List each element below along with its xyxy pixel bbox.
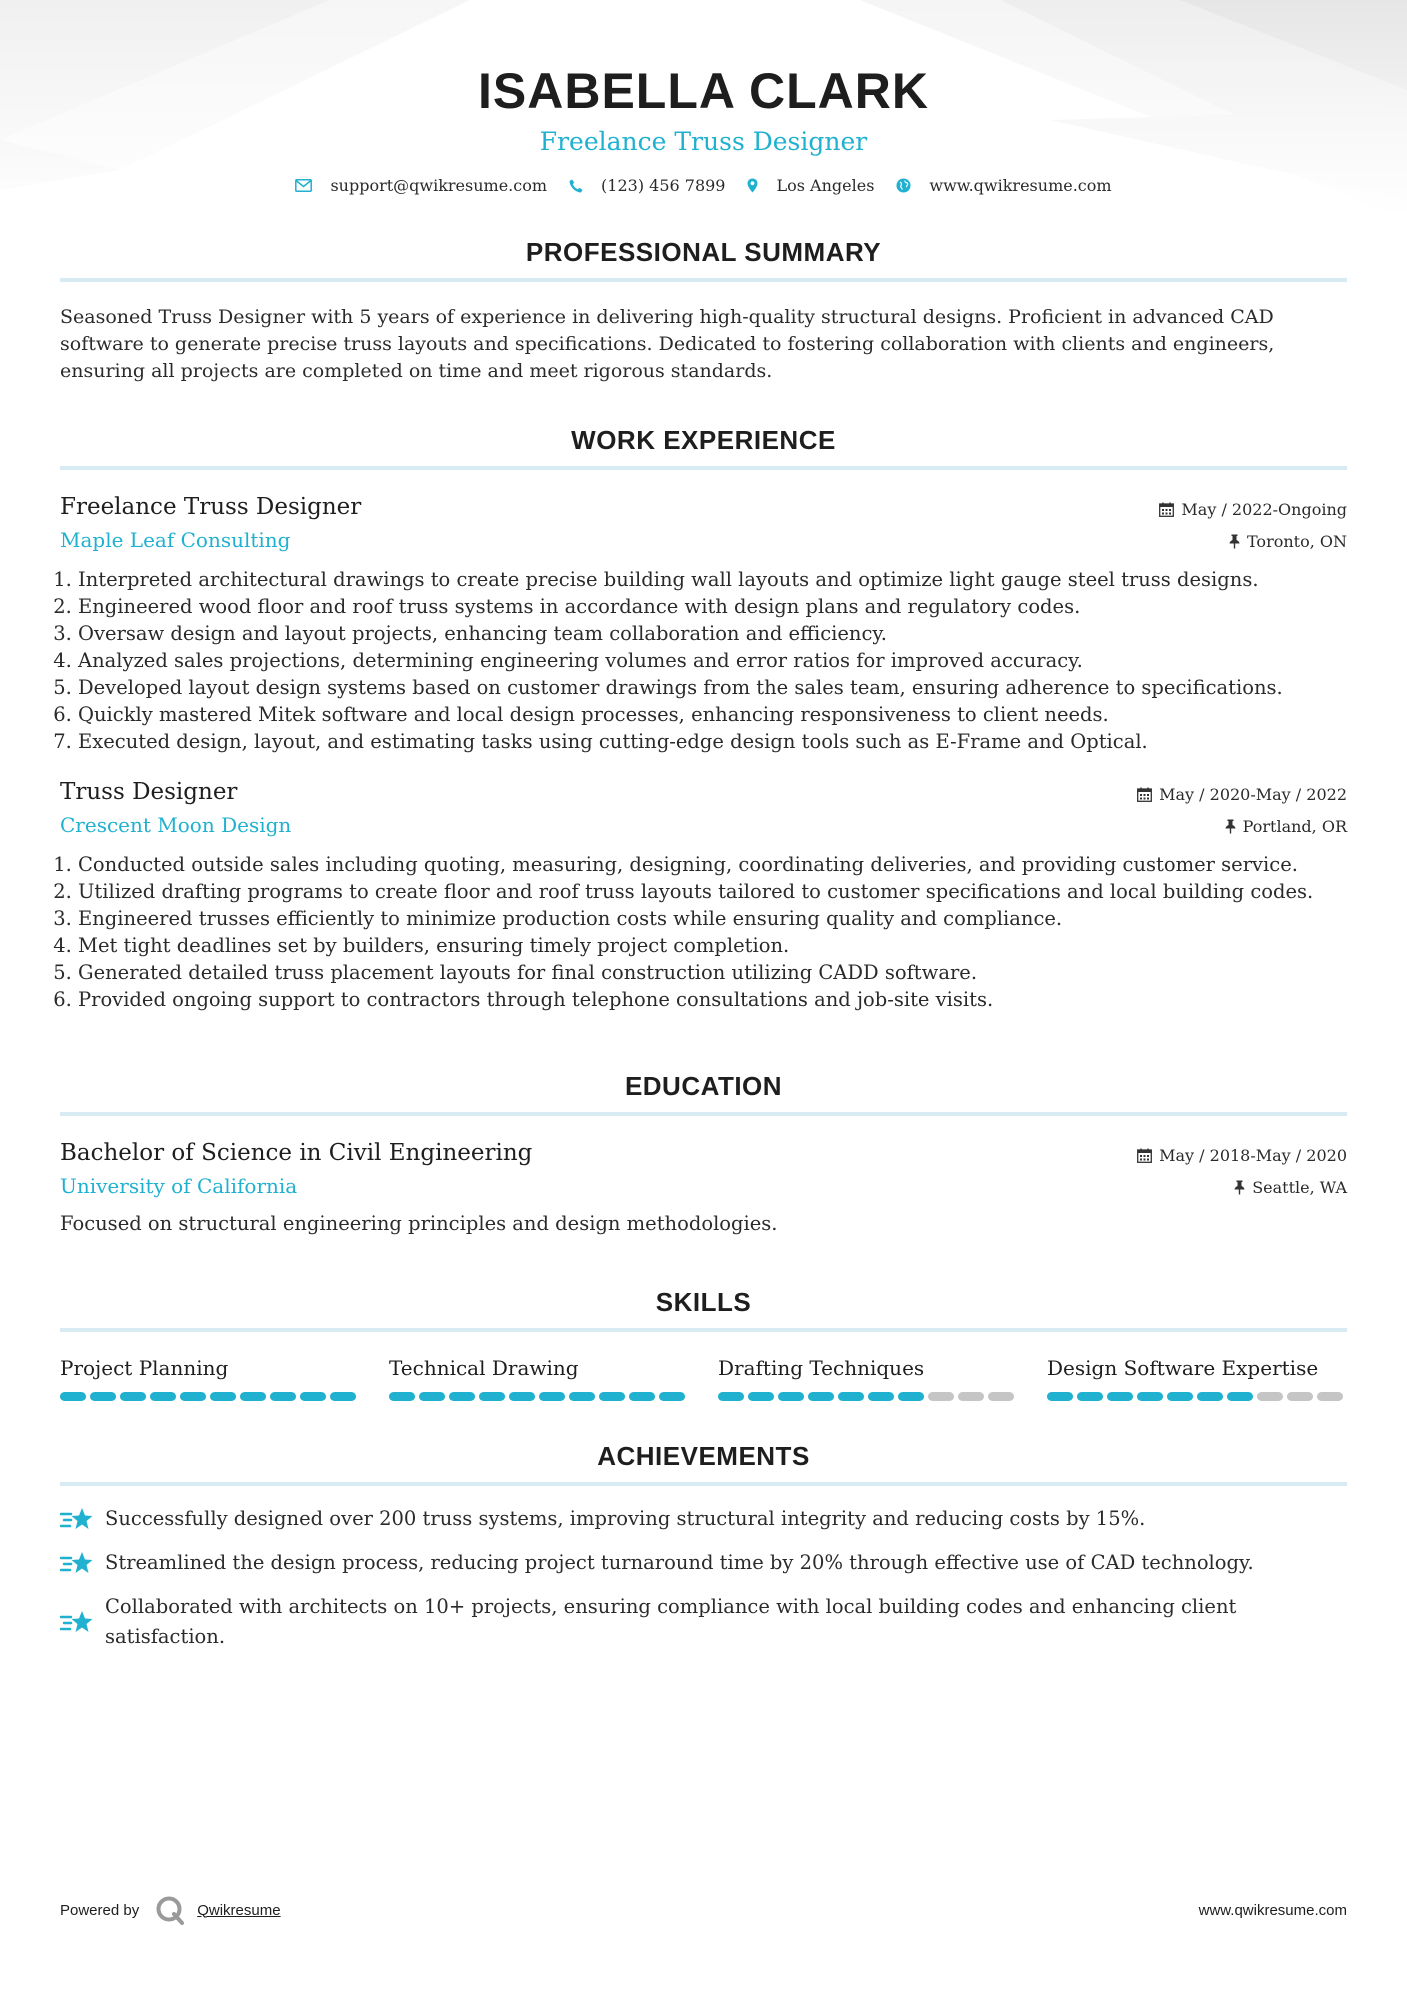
skill-segment-empty <box>988 1392 1014 1401</box>
job-role: Freelance Truss Designer <box>60 494 362 520</box>
duty-item: 5. Generated detailed truss placement layouts for final construction utilizing CADD software. <box>78 959 1347 986</box>
education-section <box>60 1071 1347 1237</box>
achievement-item <box>60 1504 1347 1534</box>
skill-name: Drafting Techniques <box>718 1356 925 1380</box>
skill-name: Design Software Expertise <box>1047 1356 1319 1380</box>
achievement-item <box>60 1548 1347 1578</box>
achievement-text: Collaborated with architects on 10+ projects, ensuring compliance with local building codes and enhancing client satisfaction. <box>105 1595 1237 1648</box>
degree-name: Bachelor of Science in Civil Engineering <box>60 1140 533 1166</box>
skill-segment-filled <box>1137 1392 1163 1401</box>
skill-segment-filled <box>718 1392 744 1401</box>
duty-item: 3. Engineered trusses efficiently to minimize production costs while ensuring quality and compliance. <box>78 905 1347 932</box>
shooting-star-icon <box>60 1550 93 1576</box>
qwikresume-logo-icon <box>155 1895 185 1925</box>
skill-segment-filled <box>509 1392 535 1401</box>
shooting-star-icon <box>60 1506 93 1532</box>
skill-segment-filled <box>599 1392 625 1401</box>
qwikresume-link[interactable]: Qwikresume <box>197 1901 281 1919</box>
skill-segment-filled <box>898 1392 924 1401</box>
duty-item: 3. Oversaw design and layout projects, enhancing team collaboration and efficiency. <box>78 620 1347 647</box>
skill-segment-filled <box>210 1392 236 1401</box>
achievement-item <box>60 1592 1347 1652</box>
skills-section <box>60 1287 1347 1401</box>
shooting-star-icon <box>60 1609 93 1635</box>
school-name: University of California <box>60 1174 298 1198</box>
skill-segment-filled <box>748 1392 774 1401</box>
duty-list <box>60 566 1347 755</box>
resume-header <box>60 0 1347 195</box>
candidate-name: ISABELLA CLARK <box>477 63 929 119</box>
skill-segment-filled <box>419 1392 445 1401</box>
skill-segment-filled <box>1167 1392 1193 1401</box>
skill-segment-filled <box>1077 1392 1103 1401</box>
page-footer <box>60 1895 1347 1925</box>
skill-name: Project Planning <box>60 1356 229 1380</box>
duty-item: 1. Interpreted architectural drawings to create precise building wall layouts and optimize light gauge steel truss designs. <box>78 566 1347 593</box>
skill-segment-filled <box>569 1392 595 1401</box>
skill-segment-filled <box>180 1392 206 1401</box>
experience-heading: WORK EXPERIENCE <box>60 425 1347 470</box>
skill-segment-empty <box>1257 1392 1283 1401</box>
skill-level-bar <box>60 1392 360 1401</box>
skill-segment-filled <box>330 1392 356 1401</box>
job-dates: May / 2020-May / 2022 <box>1159 784 1347 804</box>
skill-segment-filled <box>479 1392 505 1401</box>
duty-item: 5. Developed layout design systems based on customer drawings from the sales team, ensuring adherence to specifications. <box>78 674 1347 701</box>
location-text: Los Angeles <box>776 176 875 195</box>
email-text: support@qwikresume.com <box>330 176 548 195</box>
skill-item <box>60 1354 360 1401</box>
skill-segment-filled <box>1047 1392 1073 1401</box>
achievements-section <box>60 1441 1347 1652</box>
skill-segment-filled <box>1227 1392 1253 1401</box>
skill-segment-filled <box>808 1392 834 1401</box>
website-text: www.qwikresume.com <box>929 176 1112 195</box>
skill-segment-filled <box>300 1392 326 1401</box>
skill-segment-empty <box>958 1392 984 1401</box>
contact-website[interactable] <box>896 176 1111 195</box>
skill-name: Technical Drawing <box>389 1356 579 1380</box>
achievement-text: Streamlined the design process, reducing project turnaround time by 20% through effective use of CAD technology. <box>105 1551 1254 1574</box>
skill-item <box>389 1354 689 1401</box>
pushpin-icon <box>1229 534 1240 549</box>
duty-item: 2. Utilized drafting programs to create floor and roof truss layouts tailored to customer specifications and local building codes. <box>78 878 1347 905</box>
education-heading: EDUCATION <box>60 1071 1347 1116</box>
duty-item: 4. Met tight deadlines set by builders, ensuring timely project completion. <box>78 932 1347 959</box>
education-dates: May / 2018-May / 2020 <box>1159 1145 1347 1165</box>
skill-segment-filled <box>449 1392 475 1401</box>
job-role: Truss Designer <box>60 779 238 805</box>
skill-level-bar <box>718 1392 1018 1401</box>
skill-level-bar <box>1047 1392 1347 1401</box>
duty-item: 1. Conducted outside sales including quoting, measuring, designing, coordinating deliveries, and providing customer service. <box>78 851 1347 878</box>
powered-by <box>60 1895 281 1925</box>
skill-segment-filled <box>90 1392 116 1401</box>
contact-phone[interactable] <box>569 176 725 195</box>
skill-segment-filled <box>240 1392 266 1401</box>
education-entry <box>60 1138 1347 1237</box>
skill-segment-filled <box>838 1392 864 1401</box>
skill-segment-filled <box>868 1392 894 1401</box>
skill-segment-filled <box>150 1392 176 1401</box>
summary-text: Seasoned Truss Designer with 5 years of experience in delivering high-quality structural designs. Proficient in advanced CAD software to generate precise truss layouts and specifications. Dedicated to fostering collaboration with clients and engineers, ensuring all projects are completed on time and meet rigorous standards. <box>60 306 1275 382</box>
job-company: Maple Leaf Consulting <box>60 528 291 552</box>
calendar-icon <box>1137 1148 1152 1163</box>
calendar-icon <box>1137 787 1152 802</box>
skill-segment-filled <box>120 1392 146 1401</box>
skills-list <box>60 1354 1347 1401</box>
summary-heading: PROFESSIONAL SUMMARY <box>60 237 1347 282</box>
achievements-list <box>60 1504 1347 1652</box>
duty-item: 7. Executed design, layout, and estimating tasks using cutting-edge design tools such as E-Frame and Optical. <box>78 728 1347 755</box>
skill-segment-filled <box>629 1392 655 1401</box>
duty-item: 6. Provided ongoing support to contractors through telephone consultations and job-site visits. <box>78 986 1347 1013</box>
duty-item: 2. Engineered wood floor and roof truss systems in accordance with design plans and regulatory codes. <box>78 593 1347 620</box>
job-location: Toronto, ON <box>1247 531 1347 551</box>
job-location: Portland, OR <box>1242 816 1347 836</box>
skill-item <box>1047 1354 1347 1401</box>
job-company: Crescent Moon Design <box>60 813 292 837</box>
experience-section <box>60 425 1347 1013</box>
job-dates: May / 2022-Ongoing <box>1181 499 1347 519</box>
calendar-icon <box>1159 502 1174 517</box>
contact-location <box>747 176 874 195</box>
summary-section <box>60 237 1347 385</box>
education-location: Seattle, WA <box>1252 1177 1347 1197</box>
envelope-icon <box>295 179 312 192</box>
contact-bar <box>60 176 1347 195</box>
skill-segment-empty <box>928 1392 954 1401</box>
skill-segment-filled <box>659 1392 685 1401</box>
contact-email[interactable] <box>295 176 547 195</box>
map-pin-icon <box>747 178 758 193</box>
skill-segment-filled <box>1197 1392 1223 1401</box>
duty-item: 4. Analyzed sales projections, determining engineering volumes and error ratios for improved accuracy. <box>78 647 1347 674</box>
footer-site-link[interactable]: www.qwikresume.com <box>1198 1901 1347 1919</box>
skill-segment-filled <box>270 1392 296 1401</box>
skill-segment-filled <box>1107 1392 1133 1401</box>
job-entry <box>60 777 1347 1013</box>
skill-segment-filled <box>778 1392 804 1401</box>
skills-heading: SKILLS <box>60 1287 1347 1332</box>
skill-segment-filled <box>389 1392 415 1401</box>
education-description: Focused on structural engineering principles and design methodologies. <box>60 1212 778 1235</box>
phone-icon <box>569 179 583 193</box>
pushpin-icon <box>1234 1180 1245 1195</box>
candidate-title: Freelance Truss Designer <box>539 127 868 156</box>
achievements-heading: ACHIEVEMENTS <box>60 1441 1347 1486</box>
phone-text: (123) 456 7899 <box>601 176 726 195</box>
skill-segment-filled <box>60 1392 86 1401</box>
skill-segment-empty <box>1317 1392 1343 1401</box>
powered-by-label: Powered by <box>60 1901 140 1919</box>
skill-segment-empty <box>1287 1392 1313 1401</box>
skill-item <box>718 1354 1018 1401</box>
duty-list <box>60 851 1347 1013</box>
skill-level-bar <box>389 1392 689 1401</box>
globe-icon <box>896 178 911 193</box>
achievement-text: Successfully designed over 200 truss systems, improving structural integrity and reducing costs by 15%. <box>105 1507 1146 1530</box>
duty-item: 6. Quickly mastered Mitek software and local design processes, enhancing responsiveness to client needs. <box>78 701 1347 728</box>
skill-segment-filled <box>539 1392 565 1401</box>
pushpin-icon <box>1225 819 1236 834</box>
job-entry <box>60 492 1347 755</box>
